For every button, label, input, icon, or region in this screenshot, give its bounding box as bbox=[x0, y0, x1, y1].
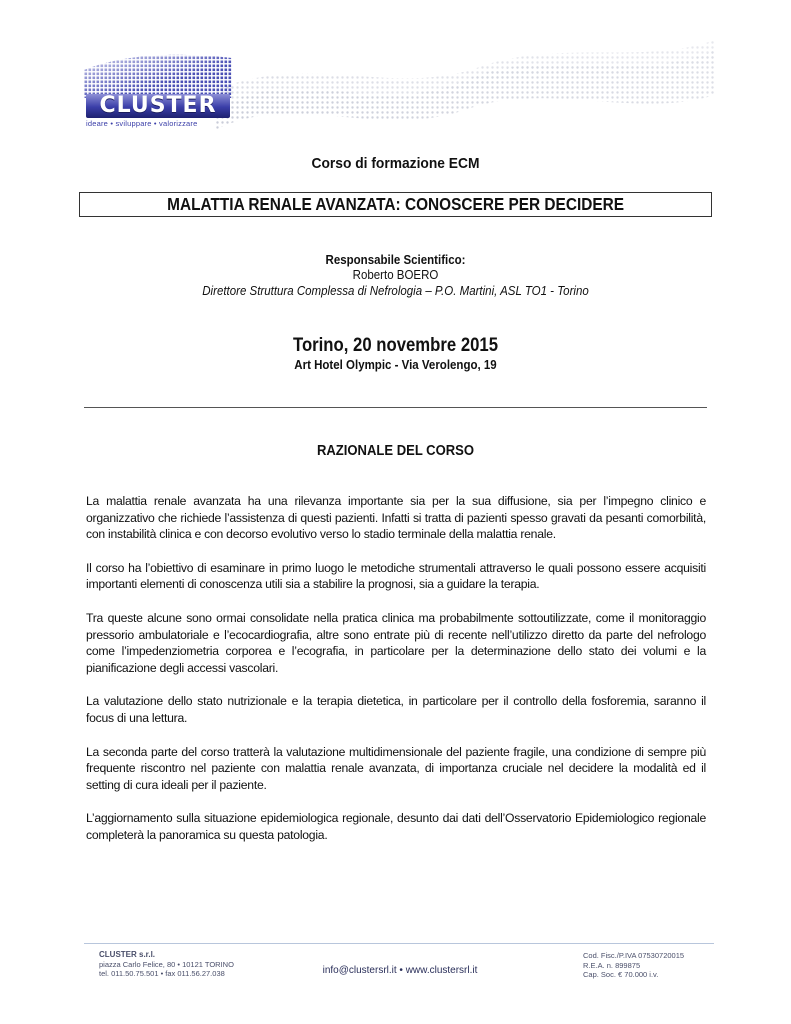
footer-phone: tel. 011.50.75.501 • fax 011.56.27.038 bbox=[99, 969, 225, 978]
footer-contacts[interactable]: info@clustersrl.it • www.clustersrl.it bbox=[322, 965, 478, 976]
logo-grid-graphic bbox=[84, 52, 232, 98]
footer-legal-info bbox=[583, 951, 713, 980]
footer-company-name: CLUSTER s.r.l. bbox=[99, 950, 156, 959]
document-title: MALATTIA RENALE AVANZATA: CONOSCERE PER DECIDERE bbox=[167, 194, 624, 214]
footer-divider bbox=[84, 943, 714, 944]
logo-tagline: ideare • sviluppare • valorizzare bbox=[86, 119, 198, 128]
event-date: Torino, 20 novembre 2015 bbox=[292, 335, 499, 356]
section-title: RAZIONALE DEL CORSO bbox=[316, 443, 475, 459]
paragraph: La valutazione dello stato nutrizionale e la terapia dietetica, in particolare per il controllo della fosforemia, saranno il focus di una lettura. bbox=[86, 694, 706, 725]
paragraph: L’aggiornamento sulla situazione epidemiologica regionale, desunto dai dati dell’Osservatorio Epidemiologico regionale completerà la panoramica su questa patologia. bbox=[86, 811, 706, 842]
responsible-name: Roberto BOERO bbox=[352, 268, 439, 282]
body-text bbox=[86, 493, 706, 861]
title-box bbox=[79, 192, 712, 217]
divider bbox=[84, 407, 707, 408]
responsible-role: Direttore Struttura Complessa di Nefrologia – P.O. Martini, ASL TO1 - Torino bbox=[202, 284, 589, 298]
footer-tax-id: Cod. Fisc./P.IVA 07530720015 bbox=[583, 951, 685, 960]
course-type: Corso di formazione ECM bbox=[311, 155, 480, 172]
paragraph: La malattia renale avanzata ha una rilevanza importante sia per la sua diffusione, sia per l’impegno clinico e organizzativo che richiede l’assistenza di questi pazienti. Infatti si tratta di pazienti spesso gravati da pesanti comorbilità, con instabilità clinica e con decorso evolutivo verso lo stadio terminale della malattia renale. bbox=[86, 494, 706, 542]
header-wave-graphic bbox=[215, 40, 715, 130]
responsible-label: Responsabile Scientifico: bbox=[325, 253, 466, 267]
event-venue: Art Hotel Olympic - Via Verolengo, 19 bbox=[294, 358, 497, 372]
logo-wordmark: CLUSTER bbox=[86, 94, 230, 118]
footer-company-info bbox=[99, 950, 299, 979]
cluster-logo bbox=[84, 52, 232, 128]
paragraph: La seconda parte del corso tratterà la valutazione multidimensionale del paziente fragile, una condizione di sempre più frequente riscontro nel paziente con malattia renale avanzata, di importanza cruciale nel decidere la modalità ed il setting di cura ideali per il paziente. bbox=[86, 744, 706, 792]
paragraph: Il corso ha l’obiettivo di esaminare in primo luogo le metodiche strumentali attraverso le quali possono essere acquisiti importanti elementi di conoscenza utili sia a stabilire la prognosi, sia a guidare la terapia. bbox=[86, 560, 706, 592]
footer-capital: Cap. Soc. € 70.000 i.v. bbox=[583, 970, 659, 979]
footer-rea: R.E.A. n. 899875 bbox=[583, 960, 641, 970]
paragraph: Tra queste alcune sono ormai consolidate nella pratica clinica ma probabilmente sottoutilizzate, come il monitoraggio pressorio ambulatoriale e l’ecocardiografia, altre sono entrate più di recente nell’utilizzo diretto da parte del nefrologo come l’impedenziometria corporea e l’ecografia, in particolare per la determinazione dello stato dei volumi e la pianificazione degli accessi vascolari. bbox=[86, 610, 706, 675]
footer-address: piazza Carlo Felice, 80 • 10121 TORINO bbox=[99, 959, 234, 969]
